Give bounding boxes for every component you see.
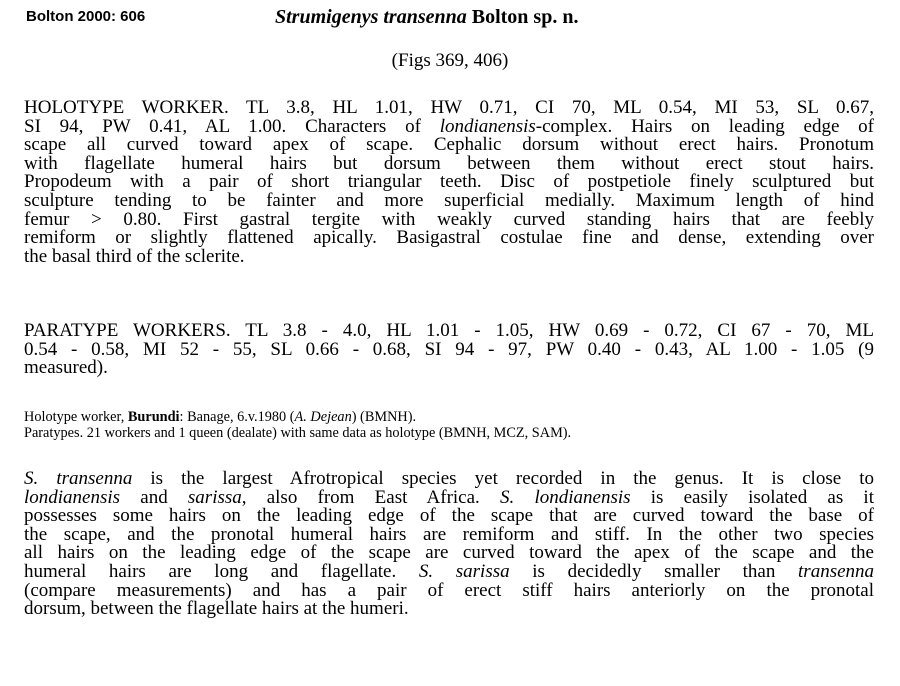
text-line: PARATYPE WORKERS. TL 3.8 - 4.0, HL 1.01 - 1.05, HW 0.69 - 0.72, CI 67 - 70, ML <box>24 320 874 341</box>
text-line: the scape, and the pronotal humeral hairs are remiform and stiff. In the other two species <box>24 523 874 545</box>
text-line: 0.54 - 0.58, MI 52 - 55, SL 0.66 - 0.68, SI 94 - 97, PW 0.40 - 0.43, AL 1.00 - 1.05 (9 <box>24 338 874 360</box>
text-line: remiform or slightly flattened apically. Basigastral costulae fine and dense, extending over <box>24 227 874 249</box>
text-line: possesses some hairs on the leading edge of the scape that are curved toward the base of <box>24 505 874 527</box>
paratype-material-line: Paratypes. 21 workers and 1 queen (dealate) with same data as holotype (BMNH, MCZ, SAM). <box>24 425 572 441</box>
text-line: HOLOTYPE WORKER. TL 3.8, HL 1.01, HW 0.71, CI 70, ML 0.54, MI 53, SL 0.67, <box>24 97 874 118</box>
text-run: : Banage, 6.v.1980 ( <box>179 409 295 425</box>
text-run: SI 94, PW 0.41, AL 1.00. Characters of <box>24 115 440 137</box>
italic-taxon: londianensis <box>439 115 536 137</box>
holotype-paragraph <box>24 99 874 266</box>
collector-name: A. Dejean <box>294 409 352 425</box>
text-line: (compare measurements) and has a pair of erect stiff hairs anteriorly on the pronotal <box>24 579 874 601</box>
italic-taxon: S. sarissa <box>418 560 510 582</box>
species-name: Strumigenys transenna <box>275 6 467 28</box>
text-run: is decidedly smaller than <box>509 560 799 582</box>
figure-reference: (Figs 369, 406) <box>391 50 509 71</box>
material-examined <box>24 409 874 441</box>
discussion-paragraph <box>24 470 874 619</box>
italic-taxon: transenna <box>798 560 875 582</box>
paratype-paragraph <box>24 322 874 378</box>
text-run: ) (BMNH). <box>351 409 417 425</box>
text-line: measured). <box>24 357 108 379</box>
text-line: sculpture tending to be fainter and more superficial medially. Maximum length of hind <box>24 189 874 211</box>
text-run: -complex. Hairs on leading edge of <box>535 115 874 137</box>
text-run: and <box>120 486 188 508</box>
holotype-material-line <box>24 409 874 425</box>
text-line: all hairs on the leading edge of the scape are curved toward the apex of the scape and the <box>24 542 874 564</box>
text-run: Holotype worker, <box>24 409 128 425</box>
text-run: , also from East Africa. <box>241 486 500 508</box>
text-line: with flagellate humeral hairs but dorsum between them without erect stout hairs. <box>24 152 874 174</box>
italic-taxon: S. transenna <box>24 468 133 489</box>
italic-taxon: sarissa <box>187 486 242 508</box>
page-citation: Bolton 2000: 606 <box>26 8 146 25</box>
country-name: Burundi <box>127 409 180 425</box>
italic-taxon: londianensis <box>24 486 121 508</box>
species-status: sp. n. <box>533 6 579 28</box>
text-line: dorsum, between the flagellate hairs at the humeri. <box>24 598 409 620</box>
species-title <box>275 6 578 29</box>
text-line <box>24 560 875 582</box>
text-line: Propodeum with a pair of short triangular teeth. Disc of postpetiole finely sculptured but <box>24 171 874 193</box>
text-line: femur > 0.80. First gastral tergite with weakly curved standing hairs that are feebly <box>24 208 874 230</box>
text-run: humeral hairs are long and flagellate. <box>24 560 419 582</box>
text-run: is the largest Afrotropical species yet recorded in the genus. It is close to <box>132 468 875 489</box>
species-author: Bolton <box>466 6 534 28</box>
text-line: the basal third of the sclerite. <box>24 245 245 267</box>
italic-taxon: S. londianensis <box>500 486 631 508</box>
text-run: is easily isolated as it <box>630 486 874 508</box>
text-line: scape all curved toward apex of scape. Cephalic dorsum without erect hairs. Pronotum <box>24 134 874 156</box>
